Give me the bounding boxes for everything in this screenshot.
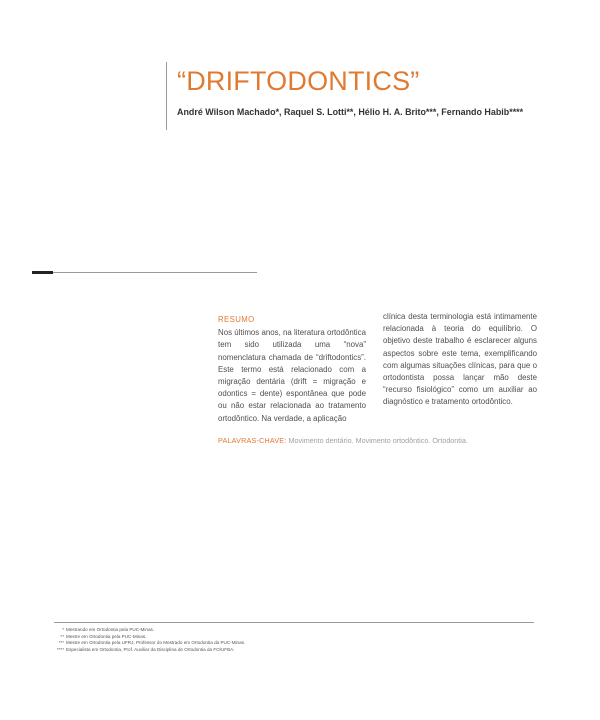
- keywords-label: PALAVRAS-CHAVE:: [218, 436, 287, 445]
- footnote-1: [54, 627, 245, 634]
- section-marker: [32, 271, 53, 274]
- footnote-mark: ****: [56, 646, 64, 652]
- footnote-text: Especialista em Ortodontia, Prof. Auxiliar da Disciplina de Ortodontia da FO/UFBA.: [66, 646, 235, 652]
- footnote-4: [54, 647, 245, 654]
- abstract-column-left: [218, 314, 366, 425]
- abstract-label: RESUMO: [218, 315, 255, 324]
- footnote-text: Mestre em Ortodontia pela UFRJ, Professor do Mestrado em Ortodontia da PUC-Minas.: [66, 640, 246, 646]
- footnote-text: Mestrando em Ortodontia pela PUC-Minas.: [66, 627, 155, 632]
- footnote-3: [54, 640, 245, 647]
- keywords-text: Movimento dentário. Movimento ortodôntico. Ortodontia.: [288, 436, 468, 445]
- footnote-mark: ***: [58, 640, 64, 646]
- keywords-line: [218, 436, 468, 445]
- footnotes: [54, 627, 245, 653]
- section-divider: [32, 272, 257, 273]
- author-list: André Wilson Machado*, Raquel S. Lotti**, Hélio H. A. Brito***, Fernando Habib****: [177, 107, 524, 118]
- footnote-mark: **: [60, 633, 64, 639]
- footnote-2: [54, 634, 245, 641]
- article-title: “DRIFTODONTICS”: [177, 66, 420, 96]
- abstract-column-right: [383, 311, 537, 409]
- footnote-divider: [54, 622, 534, 623]
- footnote-mark: *: [62, 627, 64, 632]
- abstract-text-part-1: Nos últimos anos, na literatura ortodôntica tem sido utilizada uma “nova” nomenclatura chamada de “driftodontics”. Este termo está relacionado com a migração dentária (drift = migração e odontics = dente) espontânea que pode ou não estar relacionada ao tratamento ortodôntico. Na verdade, a aplicação: [218, 328, 366, 423]
- footnote-text: Mestre em Ortodontia pela PUC-Minas.: [66, 633, 147, 639]
- title-divider: [166, 62, 167, 130]
- abstract-text-part-2: clínica desta terminologia está intimamente relacionada à teoria do equilíbrio. O objetivo deste trabalho é esclarecer alguns aspectos sobre este tema, exemplificando com algumas situações clínicas, para que o ortodontista possa lançar mão deste “recurso fisiológico” como um auxiliar ao diagnóstico e tratamento ortodôntico.: [383, 312, 537, 407]
